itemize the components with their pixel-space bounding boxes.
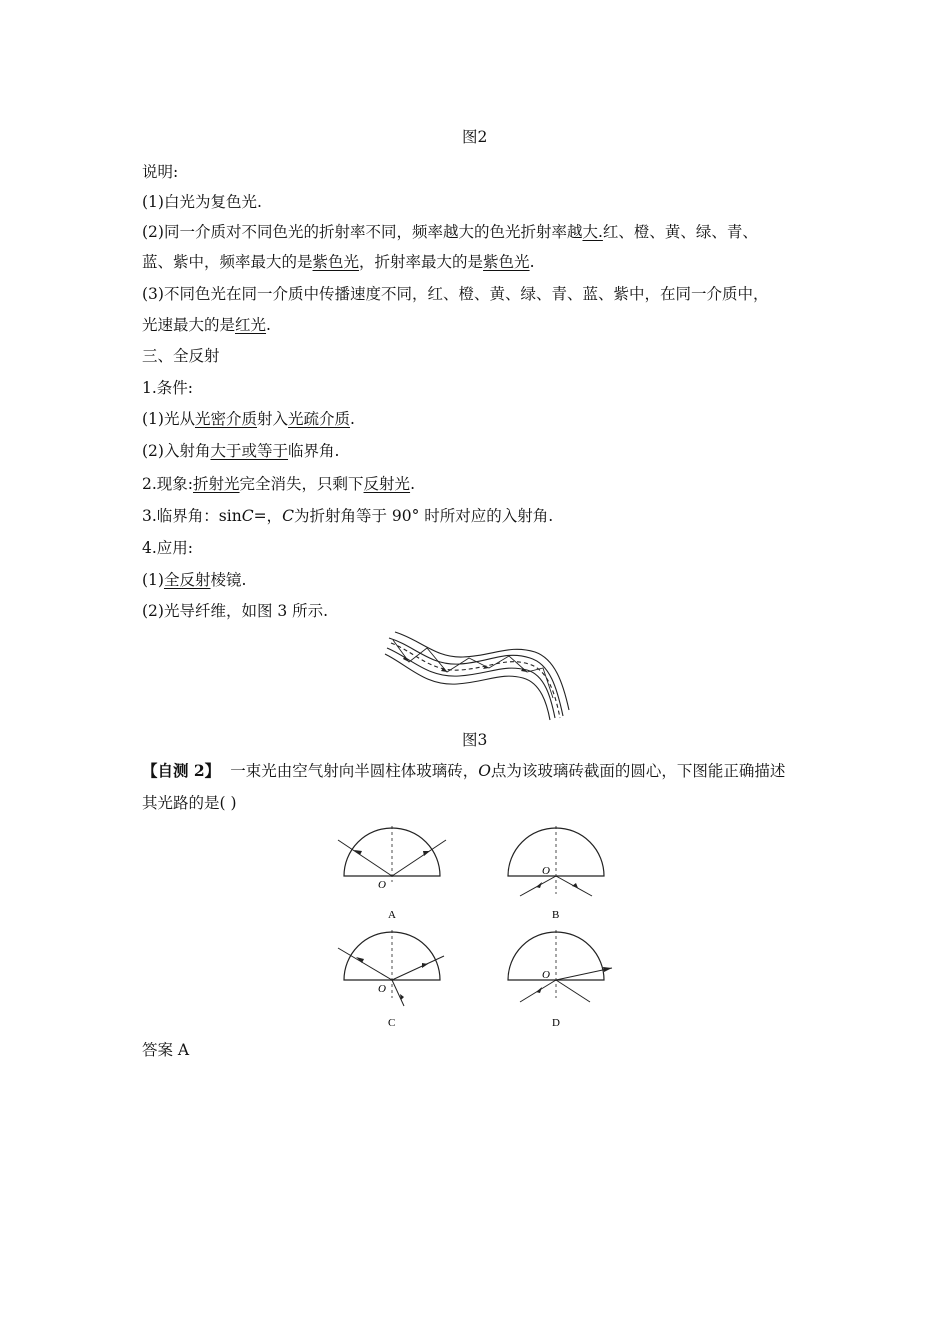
option-a-diagram[interactable]	[332, 822, 452, 922]
option-label: A	[388, 909, 396, 921]
option-d-diagram[interactable]	[496, 926, 621, 1029]
figure-3-caption: 图3	[462, 731, 488, 749]
text: 红、橙、黄、绿、青、	[602, 223, 758, 241]
condition-1	[142, 409, 355, 429]
text: 光速最大的是	[142, 316, 236, 334]
text: (2)同一介质对不同色光的折射率不同，频率越大的色光折射率越	[142, 223, 583, 241]
option-label: C	[388, 1017, 396, 1029]
answer-blank: 光密介质	[194, 410, 257, 428]
condition-heading: 1.条件:	[142, 379, 194, 397]
variable-c: C	[241, 507, 254, 525]
answer-blank: 折射光	[193, 475, 240, 493]
text: 临界角.	[287, 442, 340, 460]
answer-text: 答案 A	[142, 1041, 190, 1059]
text: (1)	[142, 571, 164, 589]
text: .	[410, 475, 415, 493]
text: (2)入射角	[142, 442, 211, 460]
text: 3.临界角：sin	[142, 507, 242, 525]
answer-blank: 大于或等于	[210, 442, 288, 460]
application-2: (2)光导纤维，如图 3 所示.	[142, 602, 329, 620]
question-line-1	[142, 761, 785, 781]
text: 点为该玻璃砖截面的圆心，下图能正确描述	[490, 762, 786, 780]
text: ，折射率最大的是	[359, 253, 484, 271]
text: 棱镜.	[210, 571, 247, 589]
variable-o: O	[478, 762, 491, 780]
question-line-2: 其光路的是( )	[142, 794, 237, 812]
answer-blank: 反射光	[363, 475, 411, 493]
answer-blank: 紫色光	[483, 253, 530, 271]
text: 蓝、紫中，频率最大的是	[142, 253, 313, 271]
figure-2-caption: 图2	[462, 128, 488, 146]
text: 一束光由空气射向半圆柱体玻璃砖，	[230, 762, 479, 780]
explanation-item-3-line-1: (3)不同色光在同一介质中传播速度不同，红、橙、黄、绿、青、蓝、紫中，在同一介质中，	[142, 285, 769, 303]
center-label: O	[542, 969, 550, 981]
explanation-item-3-line-2	[142, 315, 271, 335]
answer-blank: 红光	[235, 316, 267, 334]
explanation-item-2-line-1	[142, 222, 758, 242]
text: 射入	[256, 410, 288, 428]
explanation-heading: 说明:	[142, 163, 179, 181]
application-1	[142, 570, 246, 590]
optical-fiber-figure	[385, 628, 570, 720]
answer-blank: 全反射	[163, 571, 211, 589]
option-label: D	[552, 1017, 560, 1029]
center-label: O	[542, 865, 550, 877]
text: =，	[253, 507, 283, 525]
text: (1)光从	[142, 410, 195, 428]
option-c-diagram[interactable]	[332, 926, 452, 1029]
center-label: O	[378, 879, 386, 891]
text: .	[266, 316, 271, 334]
section-title: 三、全反射	[142, 347, 220, 365]
application-heading: 4.应用:	[142, 539, 194, 557]
question-tag: 【自测 2】	[142, 761, 221, 780]
text: 2.现象:	[142, 475, 194, 493]
phenomenon	[142, 474, 415, 494]
text: .	[350, 410, 355, 428]
explanation-item-2-line-2	[142, 252, 535, 272]
option-label: B	[552, 909, 560, 921]
answer-blank: 大.	[582, 223, 603, 241]
text: .	[529, 253, 535, 271]
center-label: O	[378, 983, 386, 995]
answer-blank: 光疏介质	[288, 410, 351, 428]
option-b-diagram[interactable]	[496, 822, 616, 922]
critical-angle	[142, 506, 553, 526]
text: 完全消失，只剩下	[239, 475, 364, 493]
condition-2	[142, 441, 339, 461]
explanation-item-1: (1)白光为复色光.	[142, 193, 262, 211]
text: 为折射角等于 90° 时所对应的入射角.	[293, 507, 554, 525]
answer-blank: 紫色光	[312, 253, 360, 271]
variable-c: C	[282, 507, 294, 525]
